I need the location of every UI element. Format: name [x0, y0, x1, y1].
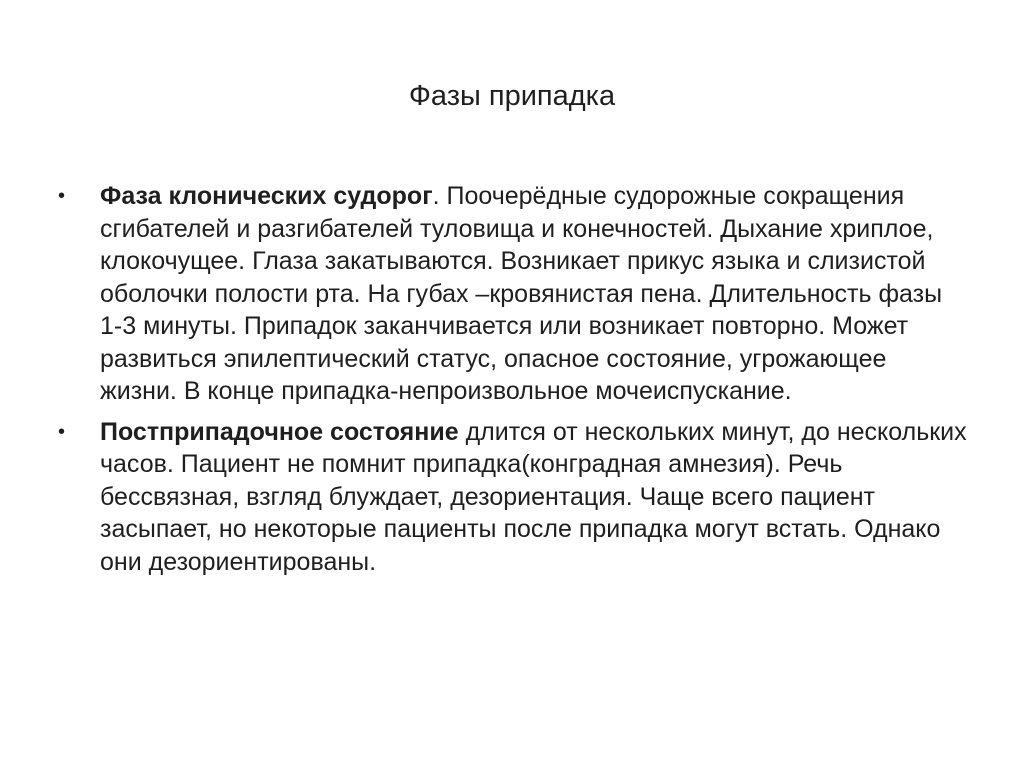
bullet-item-postictal-state [58, 416, 970, 579]
bullet-icon: • [58, 420, 66, 443]
bullet-term: Фаза клонических судорог [100, 182, 433, 210]
slide-title: Фазы припадка [408, 80, 616, 112]
bullet-text: длится от нескольких минут, до нескольких часов. Пациент не помнит припадка(конградная амнезия). Речь бессвязная, взгляд блуждает, дезориентация. Чаще всего пациент засыпает, но некоторые пациенты после припадка могут встать. Однако они дезориентированы. [100, 417, 967, 576]
bullet-term: Постприпадочное состояние [100, 417, 459, 446]
bullet-item-clonic-phase [58, 180, 970, 408]
bullet-text: . Поочерёдные судорожные сокращения сгибателей и разгибателей туловища и конечностей. Дыхание хриплое, клокочущее. Глаза закатываются. Возникает прикус языка и слизистой оболочки полости рта. На губах –кровянистая пена. Длительность фазы 1-3 минуты. Припадок заканчивается или возникает повторно. Может развиться эпилептический статус, опасное состояние, угрожающее жизни. В конце припадка-непроизвольное мочеиспускание. [100, 182, 943, 405]
bullet-icon: • [58, 185, 66, 207]
bullet-list [58, 180, 970, 586]
